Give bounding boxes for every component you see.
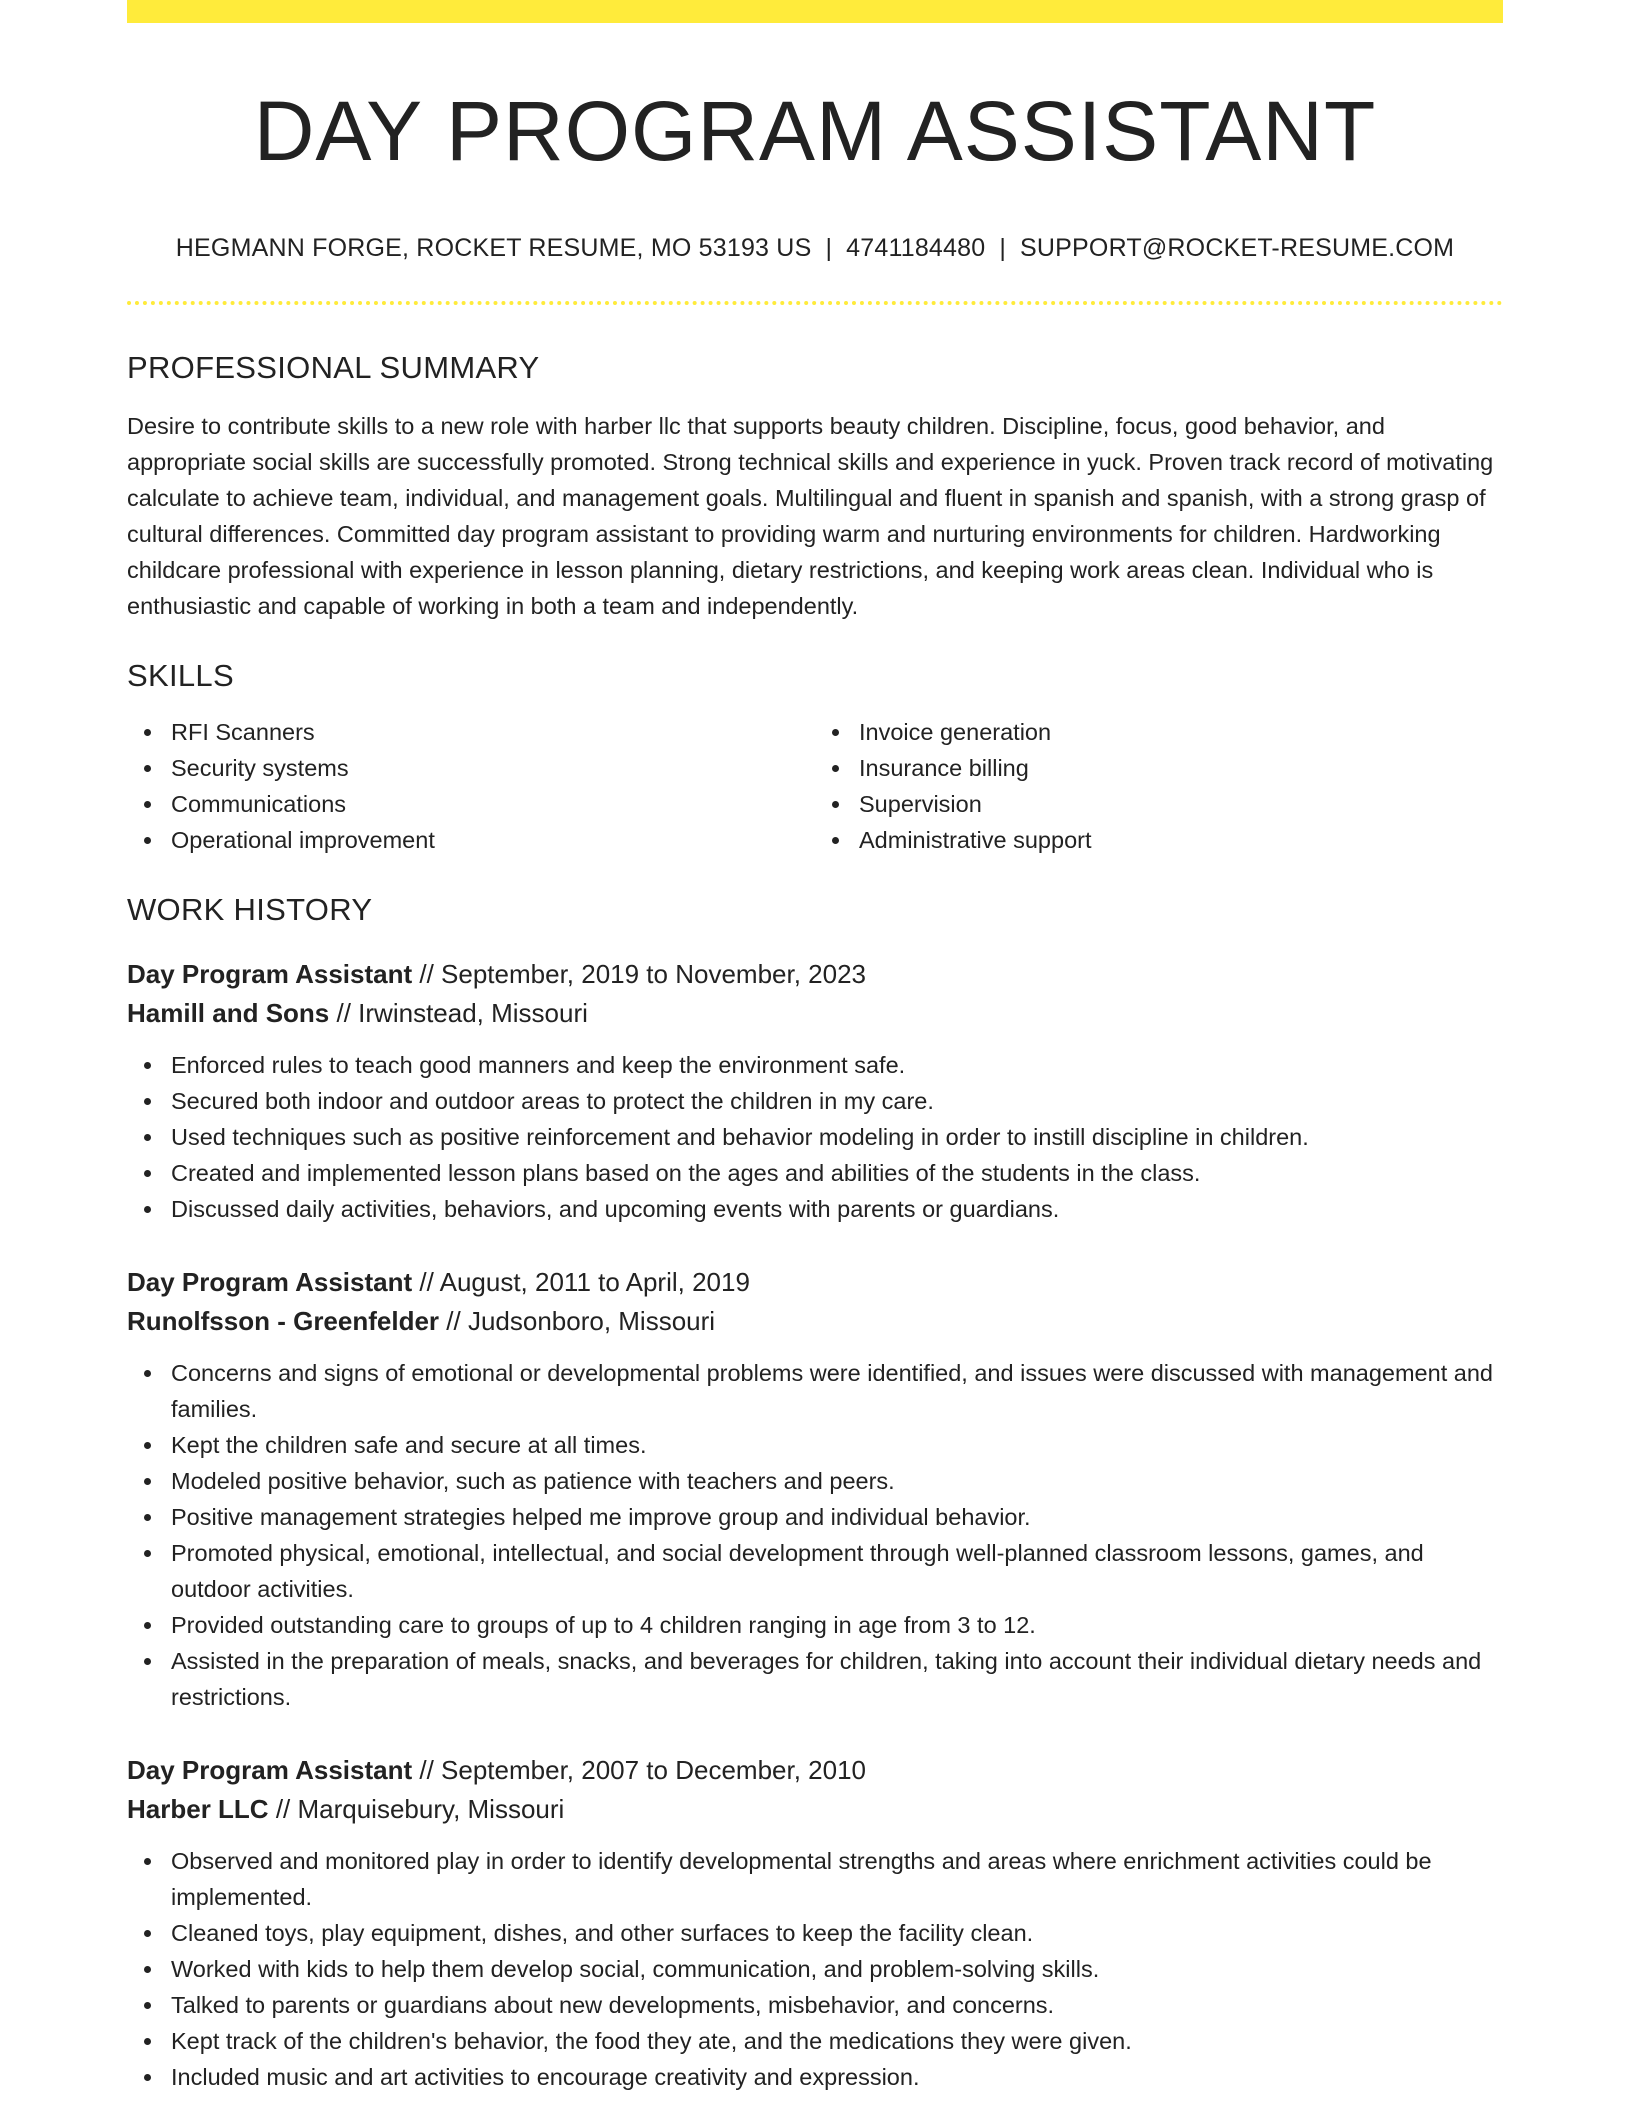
summary-text: Desire to contribute skills to a new role with harber llc that supports beauty children. Discipline, focus, good behavior, and appropriate social skills are successfully promoted. Strong technical skills and experience in yuck. Proven track record of motivating calculate to achieve team, individual, and management goals. Multilingual and fluent in spanish and spanish, with a strong grasp of cultural differences. Committed day program assistant to providing warm and nurturing environments for children. Hardworking childcare professional with experience in lesson planning, dietary restrictions, and keeping work areas clean. Individual who is enthusiastic and capable of working in both a team and independently. [127, 413, 1494, 619]
job-location: // Irwinstead, Missouri [336, 998, 588, 1028]
job-bullet: Kept the children safe and secure at all times. [171, 1427, 1503, 1463]
job-dates: // September, 2007 to December, 2010 [419, 1755, 866, 1785]
job-dates: // August, 2011 to April, 2019 [419, 1267, 750, 1297]
job-role: Day Program Assistant [127, 959, 413, 989]
job-bullet: Created and implemented lesson plans based on the ages and abilities of the students in the class. [171, 1155, 1503, 1191]
job-bullet: Positive management strategies helped me improve group and individual behavior. [171, 1499, 1503, 1535]
summary-heading: PROFESSIONAL SUMMARY [127, 350, 540, 385]
contact-line [127, 233, 1503, 263]
job-bullet: Cleaned toys, play equipment, dishes, and other surfaces to keep the facility clean. [171, 1915, 1503, 1951]
job-location: // Judsonboro, Missouri [446, 1306, 716, 1336]
contact-email: SUPPORT@ROCKET-RESUME.COM [1020, 234, 1455, 262]
job-entry [127, 1263, 1503, 1715]
skill-item: Supervision [859, 786, 1503, 822]
contact-separator: | [825, 234, 833, 262]
job-bullet: Assisted in the preparation of meals, snacks, and beverages for children, taking into account their individual dietary needs and restrictions. [171, 1643, 1503, 1715]
job-bullet: Observed and monitored play in order to identify developmental strengths and areas where enrichment activities could be implemented. [171, 1843, 1503, 1915]
job-location: // Marquisebury, Missouri [275, 1794, 565, 1824]
skill-item: Invoice generation [859, 714, 1503, 750]
skills-grid [127, 714, 1503, 858]
skill-item: Insurance billing [859, 750, 1503, 786]
job-bullet: Enforced rules to teach good manners and keep the environment safe. [171, 1047, 1503, 1083]
job-company-line [127, 1790, 1503, 1829]
job-role-line [127, 955, 1503, 994]
resume-title: DAY PROGRAM ASSISTANT [253, 84, 1377, 178]
job-bullet: Worked with kids to help them develop social, communication, and problem-solving skills. [171, 1951, 1503, 1987]
skill-item: Administrative support [859, 822, 1503, 858]
skills-heading: SKILLS [127, 658, 234, 693]
job-bullet: Kept track of the children's behavior, the food they ate, and the medications they were given. [171, 2023, 1503, 2059]
job-bullet: Used techniques such as positive reinforcement and behavior modeling in order to instill discipline in children. [171, 1119, 1503, 1155]
job-bullet: Concerns and signs of emotional or developmental problems were identified, and issues were discussed with management and families. [171, 1355, 1503, 1427]
job-bullet: Included music and art activities to encourage creativity and expression. [171, 2059, 1503, 2095]
job-entry [127, 1751, 1503, 2095]
job-entry [127, 955, 1503, 1227]
job-dates: // September, 2019 to November, 2023 [419, 959, 866, 989]
contact-phone: 4741184480 [846, 234, 986, 262]
job-role-line [127, 1263, 1503, 1302]
skill-item: RFI Scanners [171, 714, 815, 750]
skills-column-left [127, 714, 815, 858]
job-company: Runolfsson - Greenfelder [127, 1306, 440, 1336]
contact-separator: | [999, 234, 1007, 262]
job-bullet: Promoted physical, emotional, intellectual, and social development through well-planned classroom lessons, games, and outdoor activities. [171, 1535, 1503, 1607]
job-company: Hamill and Sons [127, 998, 330, 1028]
job-bullet: Provided outstanding care to groups of up to 4 children ranging in age from 3 to 12. [171, 1607, 1503, 1643]
work-history-heading: WORK HISTORY [127, 892, 373, 927]
job-role-line [127, 1751, 1503, 1790]
skill-item: Security systems [171, 750, 815, 786]
job-role: Day Program Assistant [127, 1267, 413, 1297]
job-company: Harber LLC [127, 1794, 269, 1824]
job-role: Day Program Assistant [127, 1755, 413, 1785]
dotted-divider [127, 301, 1503, 305]
job-company-line [127, 994, 1503, 1033]
job-bullet: Secured both indoor and outdoor areas to protect the children in my care. [171, 1083, 1503, 1119]
job-bullet: Modeled positive behavior, such as patience with teachers and peers. [171, 1463, 1503, 1499]
job-bullets [127, 1047, 1503, 1227]
job-bullet: Talked to parents or guardians about new developments, misbehavior, and concerns. [171, 1987, 1503, 2023]
job-bullets [127, 1355, 1503, 1715]
contact-address: HEGMANN FORGE, ROCKET RESUME, MO 53193 US [175, 234, 812, 262]
job-company-line [127, 1302, 1503, 1341]
skill-item: Operational improvement [171, 822, 815, 858]
skills-column-right [815, 714, 1503, 858]
job-bullets [127, 1843, 1503, 2095]
job-bullet: Discussed daily activities, behaviors, and upcoming events with parents or guardians. [171, 1191, 1503, 1227]
skill-item: Communications [171, 786, 815, 822]
accent-top-bar [127, 0, 1503, 23]
resume-page [127, 0, 1503, 2095]
